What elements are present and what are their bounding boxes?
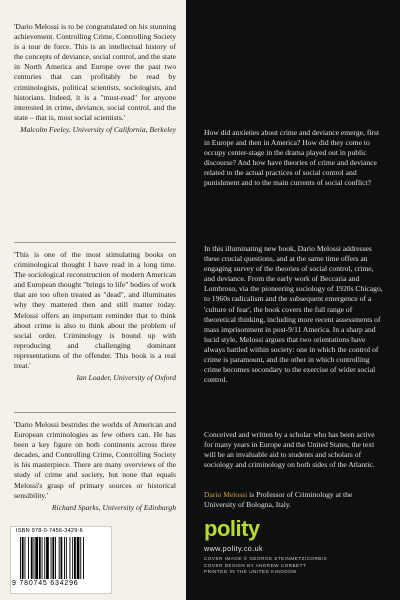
blurb-paragraph: In this illuminating new book, Dario Melossi addresses these crucial questions, and at the same time offers an engaging survey of the theories of social control, crime, and deviance. From the early work of Beccaria and Lombroso, via the pioneering sociology of 1920s Chicago, to 1960s radicalism and the subsequent emergence of a 'culture of fear', the book covers the full range of theoretical thinking, including more recent assessments of mass imprisonment in post-9/11 America. In a sharp and lucid style, Melossi argues that two orientations have always battled within society: one in which the control of crime is paramount, and the other in which controlling crime becomes secondary to the exercise of wider social control.	[204, 244, 383, 385]
quote-text: 'Dario Melossi bestrides the worlds of American and European criminologies as few others can. He has been a key figure on both continents across three decades, and Controlling Crime, Controlling Society is his masterpiece. There are many overviews of the study of crime and society, but none that equals Melossi's grasp of primary sources or historical sensibility.'	[14, 420, 176, 500]
isbn-label: ISBN 978-0-7456-3429-6	[16, 528, 83, 534]
endorsement-quote	[14, 420, 176, 513]
credit-line: COVER IMAGE © GEORGE STEINMETZ/CORBIS	[204, 556, 328, 561]
credit-line: PRINTED IN THE UNITED KINGDOM	[204, 569, 297, 575]
endorsements-panel	[0, 0, 186, 600]
blurb-paragraph: Conceived and written by a scholar who has been active for many years in Europe and the United States, the text will be an invaluable aid to students and scholars of sociology and criminology on both sides of the Atlantic.	[204, 430, 375, 470]
quote-text: 'This is one of the most stimulating books on criminological thought I have read in a long time. The sociological reconstruction of modern American and European thought "brings to life" bodies of work that are too often treated as "dead", and illuminates why they mattered then and still matter today. Melossi offers an important reminder that to think about crime is also to think about the problem of social order. Criminology is bound up with reproducing and challenging dominant representations of the offender. This book is a real treat.'	[14, 250, 176, 371]
barcode-digits: 9 780745 634296	[12, 580, 79, 587]
publisher-url: www.polity.co.uk	[204, 544, 263, 553]
quote-attribution: Ian Loader, University of Oxford	[76, 373, 176, 383]
blurb-paragraph: How did anxieties about crime and deviance emerge, first in Europe and then in America? How did they come to occupy center-stage in the drama played out in public discourse? And how have theories of crime and deviance related to the actual practices of social control and punishment and to the main currents of social conflict?	[204, 128, 380, 188]
publisher-logo: polity	[204, 516, 260, 541]
quote-text: 'Dario Melossi is to be congratulated on his stunning achievement. Controlling Crime, Controlling Society is a tour de force. This is an intellectual history of the concepts of deviance, social control, and the state in North America and Europe over the past two centuries that can profitably be read by criminologists, political scientists, sociologists, and historians. Indeed, it is a "must-read" for anyone interested in crime, deviance, social control, and the state – that is, most social scientists.'	[14, 22, 176, 122]
credit-line: COVER DESIGN BY ANDREW CORBETT	[204, 562, 307, 568]
quote-attribution: Richard Sparks, University of Edinburgh	[51, 502, 176, 512]
author-bio-text: is Professor of Criminology at the University of Bologna, Italy.	[204, 490, 353, 510]
quote-divider	[14, 412, 176, 413]
cover-credits	[204, 556, 384, 576]
barcode-icon	[20, 537, 102, 579]
author-bio	[204, 490, 384, 510]
quote-attribution: Malcolm Feeley, University of California, Berkeley	[20, 124, 176, 134]
endorsement-quote	[14, 250, 176, 383]
endorsement-quote	[14, 22, 176, 135]
author-name: Dario Melossi	[204, 490, 248, 499]
quote-divider	[14, 242, 176, 243]
